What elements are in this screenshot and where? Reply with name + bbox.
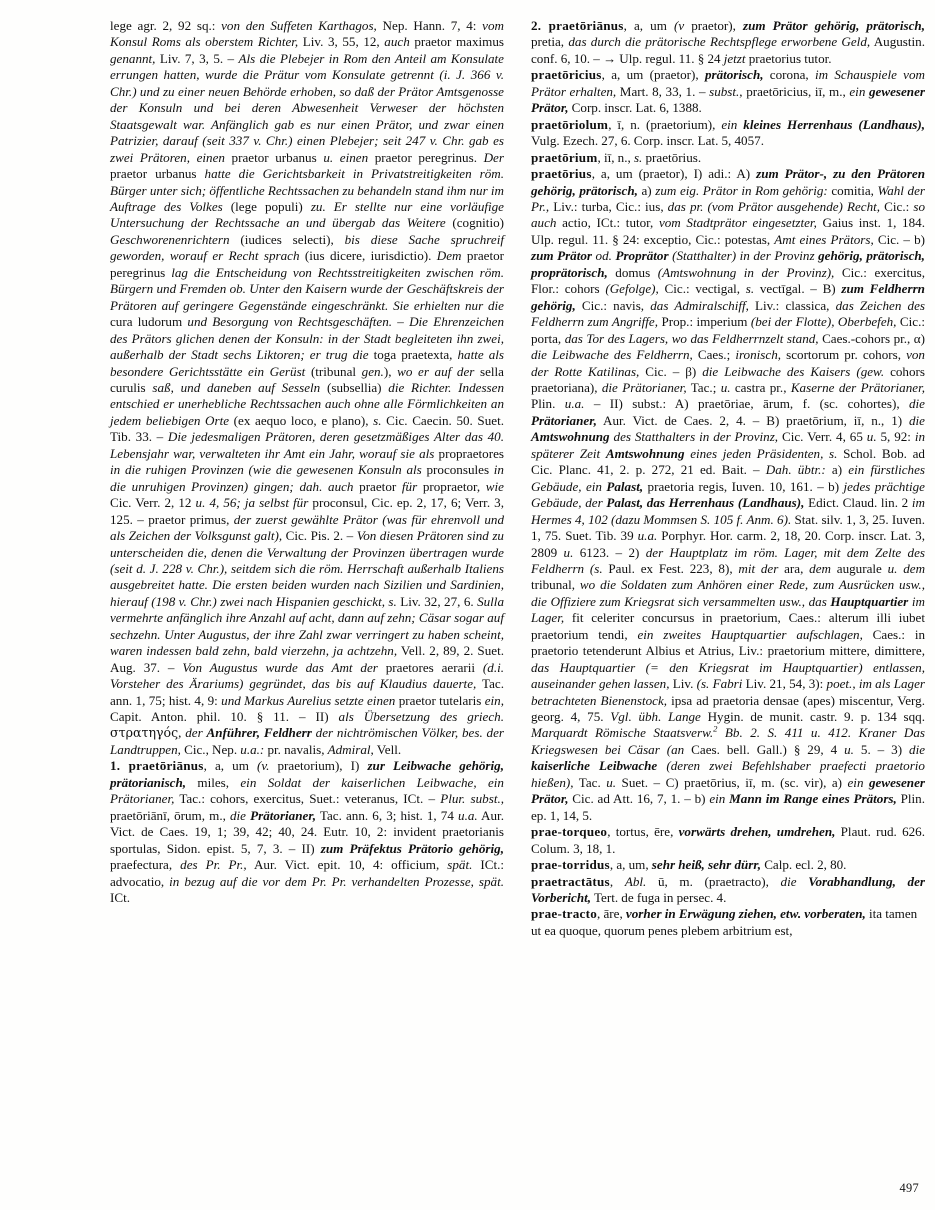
entry-praetorianus-1: 1. praetōriānus, a, um (v. praetorium), I) zur Leibwache gehörig, prätorianisch, miles, ein Soldat der kaiserlichen Leibwache, ein Prätorianer, Tac.: cohors, exercitus, Suet.: veteranus, ICt. – Plur. subst., praetōriānī, ōrum, m., die Prätorianer, Tac. ann. 6, 3; hist. 1, 74 u.a. Aur. Vict. de Caes. 19, 1; 39, 42; 40, 24. Eutr. 10, 2: invident praetorianis sportulas, Sidon. epist. 5, 7, 3. – II) zum Präfektus Prätorio gehörig, praefectura, des Pr. Pr., Aur. Vict. epit. 10, 4: officium, spät. ICt.: advocatio, in bezug auf die vor dem Pr. Pr. verhandelten Prozesse, spät. ICt. [110, 758, 504, 906]
left-column [110, 18, 504, 1178]
entry-praetorianus-2: 2. praetōriānus, a, um (v praetor), zum Prätor gehörig, prätorisch, pretia, das durch die prätorische Rechtspflege erworbene Geld, Augustin. conf. 6, 10. – → Ulp. regul. 11. § 24 jetzt praetorius tutor. [531, 18, 925, 66]
entry-continuation-praetor: lege agr. 2, 92 sq.: von den Suffeten Karthagos, Nep. Hann. 7, 4: vom Konsul Roms als oberstem Richter, Liv. 3, 55, 12, auch praetor maximus genannt, Liv. 7, 3, 5. – Als die Plebejer in Rom den Anteil am Konsulate errungen hatten, wurde die Prätur vom Konsulate getrennt (i. J. 366 v. Chr.) und zu einer neuen Behörde erhoben, so daß der Prätor Amtsgenosse der Konsuln und bei deren Abwesenheit Verweser der höchsten Staatsgewalt war. Anfänglich gab es nur einen Prätor, und zwar einen Patrizier, darauf (seit 337 v. Chr.) einen Plebejer; seit 247 v. Chr. gab es zwei Prätoren, einen praetor urbanus u. einen praetor peregrinus. Der praetor urbanus hatte die Gerichtsbarkeit in Privatstreitigkeiten röm. Bürger unter sich; öffentliche Rechtssachen zu behandeln stand ihm nur im Auftrage des Volkes (lege populi) zu. Er stellte nur eine vorläufige Untersuchung der Rechtssache an und übergab das Weitere (cognitio) Geschworenenrichtern (iudices selecti), bis diese Sache spruchreif geworden, worauf er Recht sprach (ius dicere, iurisdictio). Dem praetor peregrinus lag die Entscheidung von Rechtsstreitigkeiten zwischen röm. Bürgern und Fremden ob. Unter den Kaisern wurde der Geschäftskreis der Prätoren auf geringere Gegenstände eingeschränkt. Sie erhielten nur die cura ludorum und Besorgung von Rechtsgeschäften. – Die Ehrenzeichen des Prätors glichen denen der Konsuln: in der Stadt begleiteten ihn zwei, außerhalb der Stadt sechs Liktoren; er trug die toga praetexta, hatte als besondere Gerichtsstätte ein Gerüst (tribunal gen.), wo er auf der sella curulis saß, und daneben auf Sesseln (subsellia) die Richter. Indessen entschied er unerhebliche Rechtssachen auch ohne alle Förmlichkeiten an jedem beliebigen Orte (ex aequo loco, e plano), s. Cic. Caecin. 50. Suet. Tib. 33. – Die jedesmaligen Prätoren, deren gesetzmäßiges Alter das 40. Lebensjahr war, verwalteten ihr Amt ein Jahr, worauf sie als propraetores in die ruhigen Provinzen (wie die gewesenen Konsuln als proconsules in die unruhigen Provinzen) gingen; dah. auch praetor für propraetor, wie Cic. Verr. 2, 12 u. 4, 56; ja selbst für proconsul, Cic. ep. 2, 17, 6; Verr. 3, 125. – praetor primus, der zuerst gewählte Prätor (was für ehrenvoll und als Zeichen der Volksgunst galt), Cic. Pis. 2. – Von diesen Prätoren sind zu unterscheiden die, denen die Verwaltung der Provinzen übertragen wurde (seit d. J. 228 v. Chr.), seitdem sich die röm. Herrschaft außerhalb Italiens ausgebreitet hatte. Die ersten beiden wurden nach Sizilien und Sardinien, hierauf (198 v. Chr.) zwei nach Hispanien geschickt, s. Liv. 32, 27, 6. Sulla vermehrte anfänglich ihre Anzahl auf acht, dann auf zehn; Cäsar sogar auf sechzehn. Unter Augustus, der ihre Zahl zwar verringert zu haben scheint, waren indessen bald zehn, bald vierzehn, ja achtzehn, Vell. 2, 89, 2. Suet. Aug. 37. – Von Augustus wurde das Amt der praetores aerarii (d.i. Vorsteher des Ärariums) gegründet, das bis auf Klaudius dauerte, Tac. ann. 1, 75; hist. 4, 9: und Markus Aurelius setzte einen praetor tutelaris ein, Capit. Anton. phil. 10. § 11. – II) als Übersetzung des griech. στρατηγός, der Anführer, Feldherr der nichtrömischen Völker, bes. der Landtruppen, Cic., Nep. u.a.: pr. navalis, Admiral, Vell. [110, 18, 505, 757]
right-column [531, 18, 925, 1178]
entry-praetorius: praetōrius, a, um (praetor), I) adi.: A) zum Prätor-, zu den Prätoren gehörig, prätorisch, a) zum eig. Prätor in Rom gehörig: comitia, Wahl der Pr., Liv.: turba, Cic.: ius, das pr. (vom Prätor ausgehende) Recht, Cic.: so auch actio, ICt.: tutor, vom Stadtprätor eingesetzter, Gaius inst. 1, 184. Ulp. regul. 11. § 24: exceptio, Cic.: potestas, Amt eines Prätors, Cic. – b) zum Prätor od. Proprätor (Statthalter) in der Provinz gehörig, prätorisch, proprätorisch, domus (Amtswohnung in der Provinz), Cic.: exercitus, Flor.: cohors (Gefolge), Cic.: vectigal, s. vectīgal. – B) zum Feldherrn gehörig, Cic.: navis, das Admiralschiff, Liv.: classica, das Zeichen des Feldherrn zum Angriffe, Prop.: imperium (bei der Flotte), Oberbefeh, Cic.: porta, das Tor des Lagers, wo das Feldherrnzelt stand, Caes.-cohors pr., α) die Leibwache des Feldherrn, Caes.; ironisch, scortorum pr. cohors, von der Rotte Katilinas, Cic. – β) die Leibwache des Kaisers (gew. cohors praetoriana), die Prätorianer, Tac.; u. castra pr., Kaserne der Prätorianer, Plin. u.a. – II) subst.: A) praetōriae, ārum, f. (sc. cohortes), die Prätorianer, Aur. Vict. de Caes. 2, 4. – B) praetōrium, iī, n., 1) die Amtswohnung des Statthalters in der Provinz, Cic. Verr. 4, 65 u. 5, 92: in späterer Zeit Amtswohnung eines jeden Präsidenten, s. Schol. Bob. ad Cic. Planc. 41, 2. p. 272, 21 ed. Bait. – Dah. übtr.: a) ein fürstliches Gebäude, ein Palast, praetoria regis, Iuven. 10, 161. – b) jedes prächtige Gebäude, der Palast, das Herrenhaus (Landhaus), Edict. Claud. lin. 2 im Hermes 4, 102 (dazu Mommsen S. 105 f. Anm. 6). Stat. silv. 1, 3, 25. Iuven. 1, 75. Suet. Tib. 39 u.a. Porphyr. Hor. carm. 2, 18, 20. Corp. inscr. Lat. 3, 2809 u. 6123. – 2) der Hauptplatz im röm. Lager, mit dem Zelte des Feldherrn (s. Paul. ex Fest. 223, 8), mit der ara, dem augurale u. dem tribunal, wo die Soldaten zum Anhören einer Rede, zum Ausrücken usw., die Offiziere zum Kriegsrat sich versammelten usw., das Hauptquartier im Lager, fit celeriter concursus in praetorium, Caes.: alterum illi iubet praetorium tendi, ein zweites Hauptquartier aufschlagen, Caes.: in praetorio tetenderunt Albius et Atrius, Liv.: praetorium mittere, dimittere, das Hauptquartier (= den Kriegsrat im Hauptquartier) entlassen, auseinander gehen lassen, Liv. (s. Fabri Liv. 21, 54, 3): poet., im als Lager betrachteten Bienenstock, ipsa ad praetoria densae (apes) miscentur, Verg. georg. 4, 75. Vgl. übh. Lange Hygin. de munit. castr. 9. p. 134 sqq. Marquardt Römische Staatsverw.$^2$ Bb. 2. S. 411 u. 412. Kraner Das Kriegswesen bei Cäsar (an Caes. bell. Gall.) § 29, 4 u. 5. – 3) die kaiserliche Leibwache (deren zwei Befehlshaber praefecti praetorio hießen), Tac. u. Suet. – C) praetōrius, iī, m. (sc. vir), a) ein gewesener Prätor, Cic. ad Att. 16, 7, 1. – b) ein Mann im Range eines Prätors, Plin. ep. 1, 14, 5. [531, 166, 926, 823]
entry-praetractatus: praetractātus, Abl. ū, m. (praetracto), die Vorabhandlung, der Vorbericht, Tert. de fuga in persec. 4. [531, 873, 925, 906]
entry-praetoricius: praetōricius, a, um (praetor), prätorisch, corona, im Schauspiele vom Prätor erhalten, Mart. 8, 33, 1. – subst., praetōricius, iī, m., ein gewesener Prätor, Corp. inscr. Lat. 6, 1388. [531, 67, 925, 116]
entry-prae-tracto: prae-tracto, āre, vorher in Erwägung ziehen, etw. vorberaten, ita tamen ut ea quoque, quorum penes plebem arbitrium est, [531, 906, 918, 938]
two-column-body [110, 18, 925, 1178]
entry-prae-torqueo: prae-torqueo, tortus, ēre, vorwärts drehen, umdrehen, Plaut. rud. 626. Colum. 3, 18, 1. [531, 824, 925, 856]
entry-praetorium: praetōrium, iī, n., s. praetōrius. [531, 149, 702, 165]
entry-praetoriolum: praetōriolum, ī, n. (praetorium), ein kleines Herrenhaus (Landhaus), Vulg. Ezech. 27, 6. Corp. inscr. Lat. 5, 4057. [531, 116, 925, 149]
page-number: 497 [899, 1181, 919, 1195]
entry-prae-torridus: prae-torridus, a, um, sehr heiß, sehr dürr, Calp. ecl. 2, 80. [531, 857, 847, 873]
